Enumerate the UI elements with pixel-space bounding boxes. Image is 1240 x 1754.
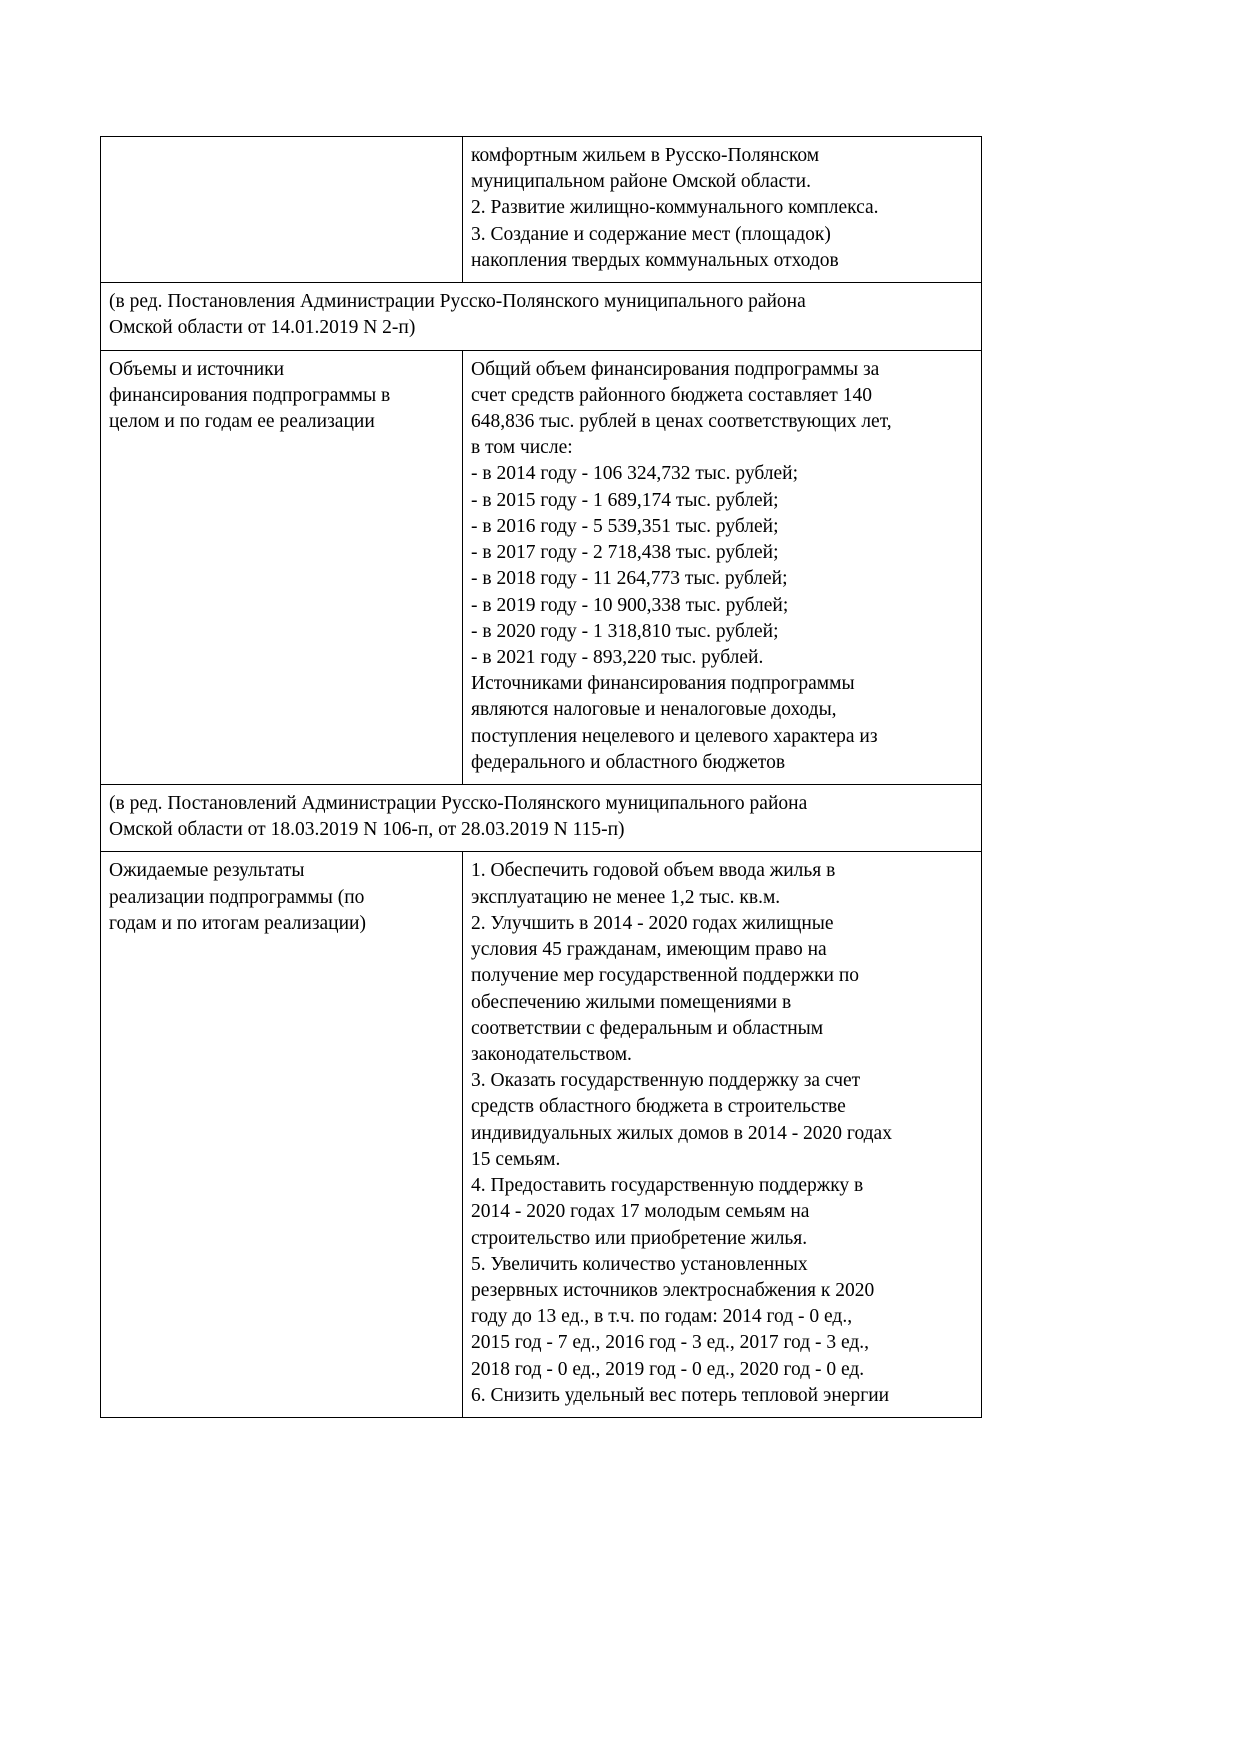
text-line: 5. Увеличить количество установленных — [471, 1253, 808, 1275]
text-line: накопления твердых коммунальных отходов — [471, 249, 839, 271]
text-line: - в 2021 году - 893,220 тыс. рублей. — [471, 646, 764, 668]
text-line: комфортным жильем в Русско-Полянском — [471, 145, 820, 166]
text-line: Источниками финансирования подпрограммы — [471, 673, 855, 695]
table-row — [101, 137, 982, 283]
text-line: - в 2016 году - 5 539,351 тыс. рублей; — [471, 515, 779, 537]
text-line: индивидуальных жилых домов в 2014 - 2020 годах — [471, 1122, 892, 1144]
text-line: - в 2017 году - 2 718,438 тыс. рублей; — [471, 542, 779, 564]
text-line: законодательством. — [471, 1044, 632, 1065]
text-line: Объемы и источники — [109, 358, 285, 380]
text-line: получение мер государственной поддержки по — [471, 965, 860, 987]
text-line: Общий объем финансирования подпрограммы за — [471, 358, 880, 380]
text-line: 2014 - 2020 годах 17 молодым семьям на — [471, 1201, 810, 1223]
cell-text-block — [109, 357, 454, 436]
text-line: 15 семьям. — [471, 1148, 561, 1170]
text-line: условия 45 гражданам, имеющим право на — [471, 939, 827, 961]
text-line: (в ред. Постановления Администрации Русско-Полянского муниципального района — [109, 291, 806, 313]
text-line: - в 2014 году - 106 324,732 тыс. рублей; — [471, 463, 799, 485]
text-line: 1. Обеспечить годовой объем ввода жилья в — [471, 860, 836, 882]
text-line: являются налоговые и неналоговые доходы, — [471, 699, 837, 721]
row-amendment-note-1-cell — [101, 283, 982, 350]
text-line: году до 13 ед., в т.ч. по годам: 2014 год - 0 ед., — [471, 1306, 853, 1328]
text-line: 2018 год - 0 ед., 2019 год - 0 ед., 2020 год - 0 ед. — [471, 1358, 865, 1380]
text-line: - в 2018 году - 11 264,773 тыс. рублей; — [471, 568, 788, 590]
table-row — [101, 852, 982, 1418]
text-line: средств областного бюджета в строительстве — [471, 1096, 846, 1118]
text-line: федерального и областного бюджетов — [471, 751, 786, 773]
text-line: - в 2019 году - 10 900,338 тыс. рублей; — [471, 594, 789, 616]
text-line: строительство или приобретение жилья. — [471, 1227, 808, 1249]
text-line: муниципальном районе Омской области. — [471, 171, 811, 193]
cell-text-block — [471, 143, 973, 274]
row-goals-continued-right-cell — [463, 137, 982, 283]
row-goals-continued-left-cell — [101, 137, 463, 283]
text-line: Ожидаемые результаты — [109, 860, 305, 882]
text-line: в том числе: — [471, 437, 573, 459]
text-line: годам и по итогам реализации) — [109, 912, 366, 934]
text-line: 3. Создание и содержание мест (площадок) — [471, 223, 831, 245]
row-financing-left-cell — [101, 350, 463, 785]
cell-text-block — [471, 858, 973, 1409]
row-financing-right-cell — [463, 350, 982, 785]
text-line: - в 2020 году - 1 318,810 тыс. рублей; — [471, 620, 779, 642]
text-line: 2. Улучшить в 2014 - 2020 годах жилищные — [471, 912, 834, 934]
program-passport-table — [100, 136, 982, 1418]
text-line: (в ред. Постановлений Администрации Русско-Полянского муниципального района — [109, 793, 808, 815]
table-row — [101, 350, 982, 785]
row-expected-results-right-cell — [463, 852, 982, 1418]
text-line: эксплуатацию не менее 1,2 тыс. кв.м. — [471, 886, 781, 908]
text-line: финансирования подпрограммы в — [109, 384, 391, 406]
text-line: 6. Снизить удельный вес потерь тепловой энергии — [471, 1384, 890, 1406]
cell-text-block — [471, 357, 973, 777]
text-line: соответствии с федеральным и областным — [471, 1017, 824, 1039]
table-row — [101, 283, 982, 350]
text-line: реализации подпрограммы (по — [109, 886, 365, 908]
text-line: поступления нецелевого и целевого характера из — [471, 725, 878, 747]
amendment-note — [109, 791, 973, 843]
text-line: 648,836 тыс. рублей в ценах соответствующих лет, — [471, 410, 892, 432]
table-row — [101, 785, 982, 852]
text-line: резервных источников электроснабжения к 2020 — [471, 1279, 875, 1301]
amendment-note — [109, 289, 973, 341]
text-line: 2015 год - 7 ед., 2016 год - 3 ед., 2017 год - 3 ед., — [471, 1332, 870, 1354]
text-line: счет средств районного бюджета составляет 140 — [471, 384, 872, 406]
text-line: обеспечению жилыми помещениями в — [471, 991, 792, 1013]
text-line: 4. Предоставить государственную поддержку в — [471, 1175, 864, 1197]
text-line: Омской области от 18.03.2019 N 106-п, от 28.03.2019 N 115-п) — [109, 819, 625, 841]
row-expected-results-left-cell — [101, 852, 463, 1418]
row-amendment-note-2-cell — [101, 785, 982, 852]
text-line: Омской области от 14.01.2019 N 2-п) — [109, 317, 416, 339]
text-line: - в 2015 году - 1 689,174 тыс. рублей; — [471, 489, 779, 511]
text-line: 2. Развитие жилищно-коммунального комплекса. — [471, 197, 879, 219]
text-line: 3. Оказать государственную поддержку за счет — [471, 1070, 861, 1092]
text-line: целом и по годам ее реализации — [109, 410, 375, 432]
cell-text-block — [109, 858, 454, 937]
table-body — [101, 137, 982, 1418]
